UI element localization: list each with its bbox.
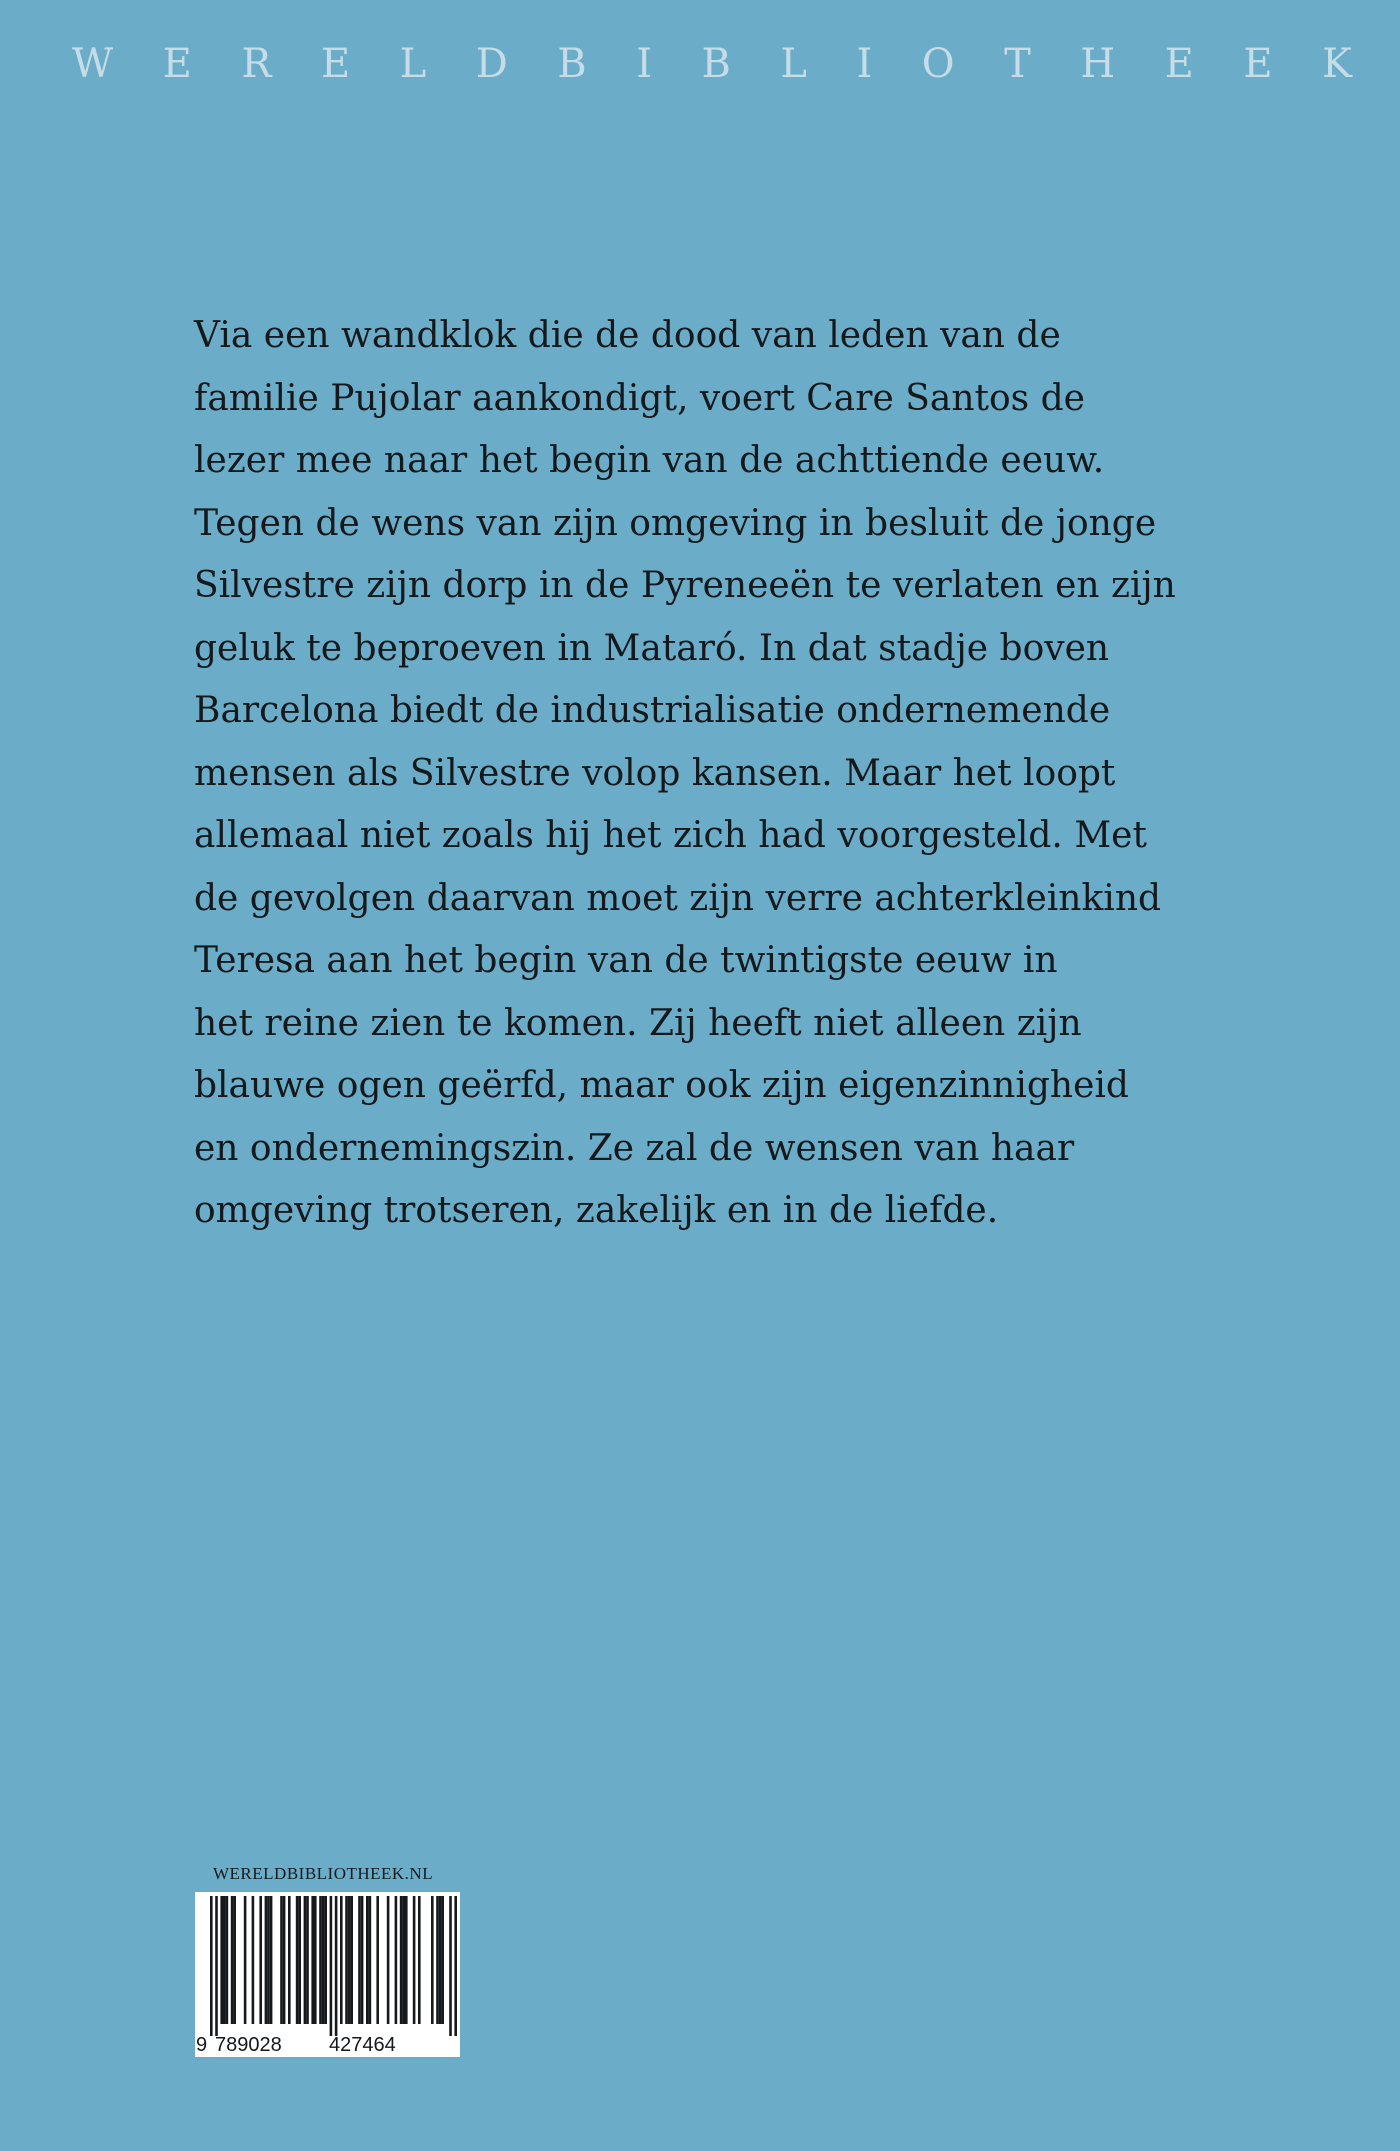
blurb-line: Via een wandklok die de dood van leden van de	[194, 315, 1061, 356]
publisher-letter: I	[856, 41, 873, 87]
barcode-bar	[314, 1896, 317, 2024]
isbn-barcode	[195, 1892, 460, 2057]
barcode-bar	[345, 1896, 348, 2024]
barcode-bar	[324, 1896, 327, 2024]
barcode-bar	[319, 1896, 322, 2024]
barcode-bar	[223, 1896, 226, 2024]
barcode-bar	[226, 1896, 229, 2024]
barcode-bar	[405, 1896, 408, 2024]
barcode-bar	[361, 1896, 364, 2024]
publisher-letter: E	[162, 41, 192, 87]
barcode-bar	[330, 1896, 333, 2036]
publisher-series-name	[72, 41, 1352, 87]
barcode-bar	[454, 1896, 457, 2036]
publisher-letter: L	[399, 41, 427, 87]
barcode-bar	[395, 1896, 398, 2024]
blurb-line: familie Pujolar aankondigt, voert Care Santos de	[194, 377, 1085, 419]
blurb-line: en ondernemingszin. Ze zal de wensen van haar	[194, 1127, 1075, 1169]
barcode-bar	[358, 1896, 361, 2024]
barcode-bar	[441, 1896, 444, 2024]
barcode-bar	[402, 1896, 405, 2024]
publisher-letter: H	[1080, 41, 1116, 87]
publisher-letter: K	[1322, 41, 1352, 87]
blurb-line: de gevolgen daarvan moet zijn verre achterkleinkind	[194, 877, 1162, 919]
barcode-bar	[413, 1896, 416, 2024]
blurb-line: Tegen de wens van zijn omgeving in besluit de jonge	[194, 502, 1157, 544]
blurb-line: Silvestre zijn dorp in de Pyreneeën te verlaten en zijn	[194, 565, 1176, 606]
publisher-letter: R	[241, 41, 272, 87]
barcode-bar	[369, 1896, 372, 2024]
barcode-bar	[366, 1896, 369, 2024]
publisher-letter: I	[636, 41, 653, 87]
barcode-bar	[233, 1896, 236, 2024]
publisher-website: WERELDBIBLIOTHEEK.NL	[213, 1864, 434, 1883]
blurb-line: Barcelona biedt de industrialisatie ondernemende	[194, 690, 1111, 731]
back-cover-blurb	[194, 305, 1176, 1243]
barcode-bar	[270, 1896, 273, 2024]
barcode-bar	[220, 1896, 223, 2024]
barcode-bar	[449, 1896, 452, 2036]
barcode-bar	[244, 1896, 247, 2024]
blurb-line: Teresa aan het begin van de twintigste eeuw in	[194, 940, 1058, 981]
barcode-bar	[350, 1896, 353, 2024]
publisher-letter: T	[1004, 41, 1031, 87]
barcode-bar	[298, 1896, 301, 2024]
barcode-digits-left: 789028	[215, 2034, 282, 2056]
barcode-bar	[348, 1896, 351, 2024]
barcode-bar	[387, 1896, 390, 2024]
barcode-bar	[210, 1896, 213, 2036]
publisher-letter: D	[475, 41, 508, 87]
publisher-letter: E	[1243, 41, 1273, 87]
barcode-bar	[265, 1896, 268, 2024]
barcode-bar	[288, 1896, 291, 2024]
barcode-bar	[340, 1896, 343, 2024]
publisher-letter: E	[1164, 41, 1194, 87]
barcode-bar	[304, 1896, 307, 2024]
publisher-letter: L	[780, 41, 807, 87]
barcode-bar	[280, 1896, 283, 2024]
blurb-line: geluk te beproeven in Mataró. In dat stadje boven	[194, 627, 1110, 669]
barcode-bar	[283, 1896, 286, 2024]
barcode-bar	[215, 1896, 218, 2036]
blurb-line: omgeving trotseren, zakelijk en in de liefde.	[194, 1190, 999, 1231]
barcode-bar	[231, 1896, 234, 2024]
barcode-bar	[439, 1896, 442, 2024]
barcode-bar	[259, 1896, 262, 2024]
barcode-digits-right: 427464	[329, 2034, 396, 2056]
blurb-line: blauwe ogen geërfd, maar ook zijn eigenzinnigheid	[194, 1065, 1129, 1106]
blurb-line: lezer mee naar het begin van de achttiende eeuw.	[194, 440, 1105, 481]
publisher-letter: B	[701, 41, 731, 87]
publisher-letter: B	[557, 41, 587, 87]
barcode-bar	[311, 1896, 314, 2024]
publisher-letter: W	[72, 41, 114, 87]
barcode-digit-first: 9	[196, 2034, 208, 2056]
barcode-bar	[306, 1896, 309, 2024]
barcode-bar	[418, 1896, 421, 2024]
barcode-bar	[252, 1896, 255, 2024]
barcode-bar	[400, 1896, 403, 2024]
barcode-bar	[376, 1896, 379, 2024]
barcode-bar	[431, 1896, 434, 2024]
publisher-letter: O	[921, 41, 955, 87]
barcode-bar	[267, 1896, 270, 2024]
blurb-line: allemaal niet zoals hij het zich had voorgesteld. Met	[194, 815, 1147, 856]
publisher-letter: E	[320, 41, 351, 87]
barcode-bar	[322, 1896, 325, 2024]
barcode-bar	[436, 1896, 439, 2024]
barcode-bar	[296, 1896, 299, 2024]
blurb-line: mensen als Silvestre volop kansen. Maar het loopt	[194, 752, 1116, 794]
barcode-bar	[335, 1896, 338, 2036]
blurb-line: het reine zien te komen. Zij heeft niet alleen zijn	[194, 1002, 1082, 1044]
